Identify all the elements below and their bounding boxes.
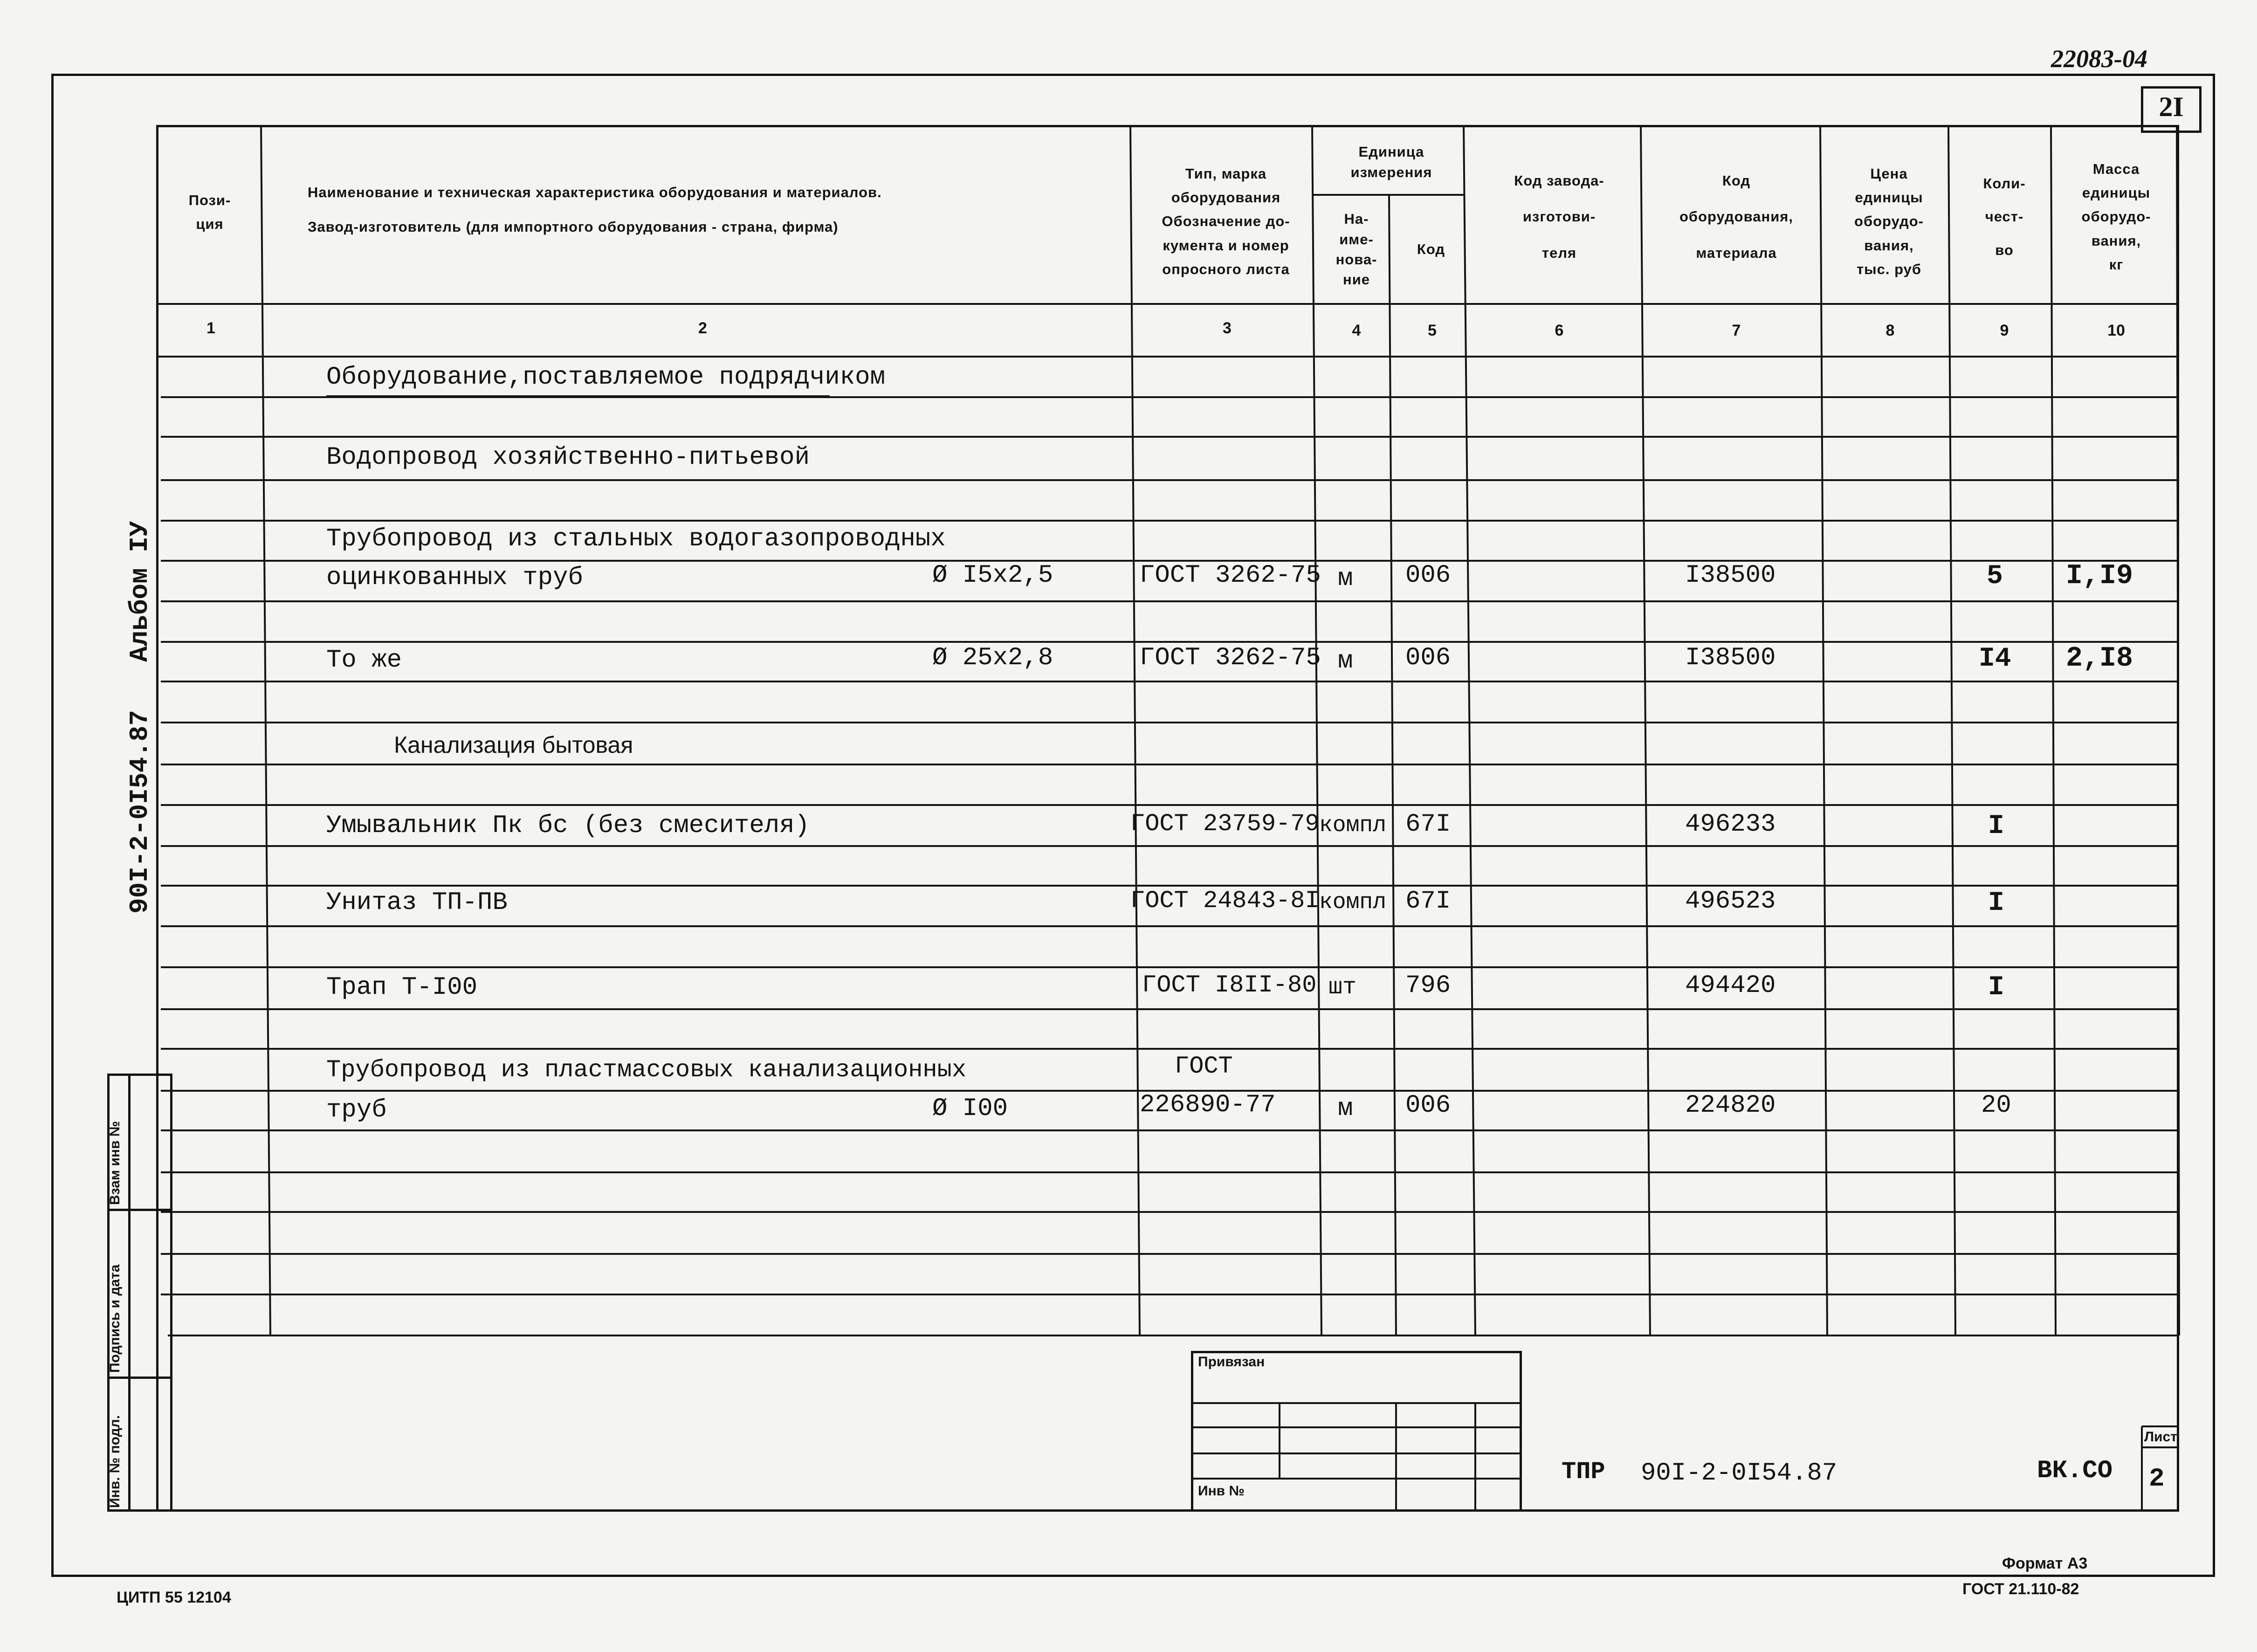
- item-mass: I,I9: [2066, 560, 2133, 592]
- item-unit-code: 006: [1405, 644, 1451, 672]
- header-name: Наименование и техническая характеристика оборудования и материалов. Завод-изготовитель (для импортного оборудования - страна, фирма): [308, 184, 882, 235]
- item-doc: ГОСТ 3262-75: [1140, 561, 1321, 590]
- column-number: 3: [1223, 319, 1232, 337]
- header-manufacturer-code: Код завода- изготови- теля: [1514, 172, 1604, 261]
- item-name: Умывальник Пк бс (без смесителя): [326, 812, 810, 840]
- item-doc: ГОСТ 23759-79: [1130, 810, 1320, 838]
- document-code: ВК.СО: [2037, 1457, 2113, 1485]
- header-mass: Масса единицы оборудо- вания, кг: [2081, 161, 2151, 273]
- section-heading: Водопровод хозяйственно-питьевой: [326, 443, 810, 472]
- item-name: Трубопровод из стальных водогазопроводных: [326, 525, 946, 553]
- header-type: Тип, марка оборудования Обозначение до- кумента и номер опросного листа: [1162, 165, 1290, 277]
- item-size: Ø 25x2,8: [932, 644, 1053, 672]
- stamp-label-signature: Подпись и дата: [107, 1264, 123, 1373]
- project-code: 90I-2-0I54.87: [1641, 1459, 1837, 1487]
- item-quantity: I4: [1979, 644, 2011, 674]
- column-number: 10: [2107, 322, 2125, 339]
- item-mass: 2,I8: [2066, 643, 2133, 675]
- item-quantity: I: [1988, 888, 2004, 918]
- item-doc: ГОСТ I8II-80: [1142, 971, 1317, 999]
- header-quantity: Коли- чест- во: [1983, 175, 2026, 258]
- corner-code: 22083-04: [2051, 45, 2147, 73]
- item-unit: м: [1338, 1094, 1353, 1123]
- stamp-label-inventory: Инв. № подл.: [107, 1415, 123, 1508]
- item-name: То же: [326, 646, 402, 675]
- item-doc: ГОСТ: [1175, 1053, 1233, 1080]
- inventory-label: Инв №: [1198, 1483, 1245, 1499]
- item-material-code: 496233: [1685, 810, 1776, 839]
- stamp-label-replace: Взам инв №: [107, 1121, 123, 1205]
- item-unit: компл: [1319, 890, 1387, 915]
- item-doc: 226890-77: [1140, 1091, 1276, 1119]
- binding-label: Привязан: [1198, 1354, 1265, 1370]
- item-material-code: 494420: [1685, 971, 1776, 1000]
- item-quantity: 20: [1981, 1091, 2011, 1120]
- header-unit-name: На- име- нова- ние: [1335, 211, 1377, 288]
- item-unit: м: [1338, 647, 1353, 675]
- page-number: 2I: [2159, 91, 2184, 122]
- column-number: 6: [1555, 322, 1564, 339]
- header-price: Цена единицы оборудо- вания, тыс. руб: [1854, 165, 1924, 277]
- item-quantity: I: [1988, 972, 2004, 1003]
- item-quantity: 5: [1987, 561, 2003, 592]
- column-number: 1: [206, 319, 215, 337]
- column-number: 4: [1352, 322, 1361, 339]
- side-album-label: Альбом IУ: [125, 521, 155, 662]
- column-number: 7: [1732, 322, 1741, 339]
- item-size: Ø I5x2,5: [932, 561, 1053, 590]
- section-heading: Оборудование,поставляемое подрядчиком: [326, 363, 885, 392]
- footer-gost: ГОСТ 21.110-82: [1962, 1580, 2079, 1598]
- item-material-code: 496523: [1685, 887, 1776, 915]
- header-unit-group: Единица измерения: [1350, 144, 1432, 180]
- header-position: Пози- ция: [188, 192, 231, 232]
- item-material-code: I38500: [1685, 644, 1776, 672]
- item-unit-code: 006: [1405, 1091, 1451, 1120]
- column-number: 5: [1428, 322, 1437, 339]
- footer-format: Формат А3: [2002, 1555, 2088, 1572]
- item-quantity: I: [1988, 811, 2004, 841]
- header-material-code: Код оборудования, материала: [1679, 172, 1793, 261]
- item-name: Трап Т-I00: [326, 973, 478, 1002]
- tpr-label: ТПР: [1562, 1458, 1605, 1486]
- sheet-number: 2: [2149, 1464, 2165, 1494]
- item-unit: шт: [1328, 974, 1357, 1001]
- side-project-code: 90I-2-0I54.87: [125, 710, 155, 914]
- column-number: 8: [1885, 322, 1895, 339]
- item-name: труб: [326, 1096, 387, 1124]
- footer-left: ЦИТП 55 12104: [117, 1589, 231, 1606]
- item-name: Унитаз ТП-ПВ: [326, 888, 508, 917]
- item-unit-code: 67I: [1405, 810, 1451, 839]
- item-unit-code: 67I: [1405, 887, 1451, 915]
- item-material-code: I38500: [1685, 561, 1776, 590]
- item-unit-code: 006: [1405, 561, 1451, 590]
- item-name: Трубопровод из пластмассовых канализационных: [326, 1056, 967, 1084]
- header-unit-code: Код: [1417, 241, 1445, 258]
- section-heading: Канализация бытовая: [394, 732, 633, 758]
- column-number: 2: [698, 319, 707, 337]
- column-number: 9: [2000, 322, 2009, 339]
- item-size: Ø I00: [932, 1094, 1008, 1123]
- item-doc: ГОСТ 3262-75: [1140, 644, 1321, 672]
- item-name: оцинкованных труб: [326, 564, 583, 592]
- item-unit-code: 796: [1405, 971, 1451, 1000]
- item-unit: м: [1338, 564, 1353, 593]
- item-doc: ГОСТ 24843-8I: [1130, 887, 1320, 915]
- item-material-code: 224820: [1685, 1091, 1776, 1120]
- item-unit: компл: [1319, 813, 1387, 838]
- sheet-label: Лист: [2144, 1429, 2177, 1445]
